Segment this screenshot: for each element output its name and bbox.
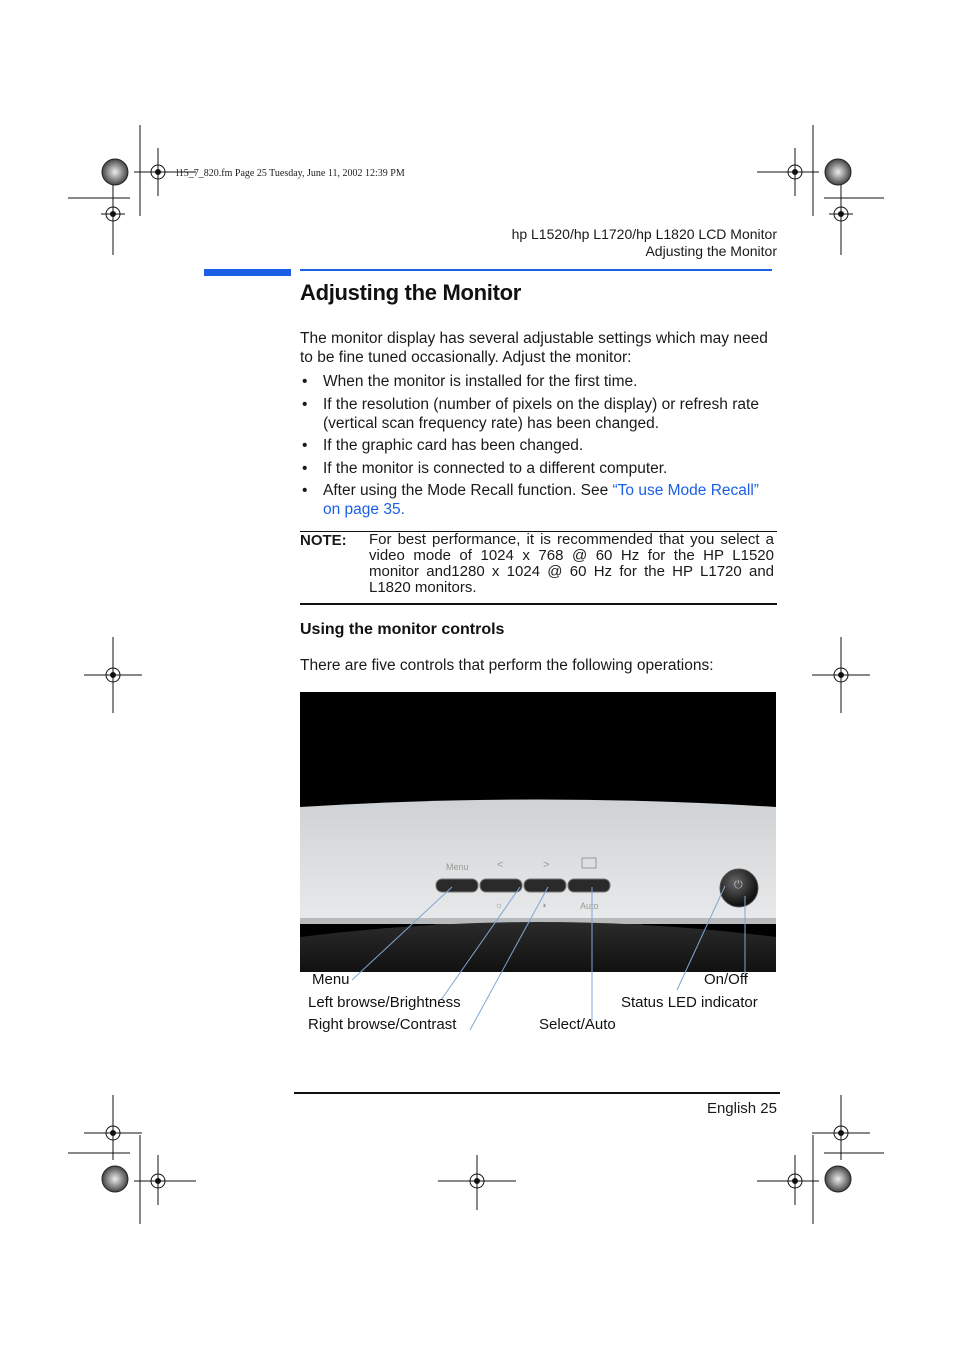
note-bottom-rule	[300, 603, 777, 605]
bezel-label-menu: Menu	[446, 862, 469, 872]
callout-menu: Menu	[312, 971, 350, 988]
bezel-label-auto: Auto	[580, 901, 599, 911]
page-number: English 25	[706, 1100, 777, 1117]
list-item: • If the resolution (number of pixels on the display) or refresh rate (vertical scan frequency rate) has been changed.	[300, 395, 776, 433]
footer-rule	[294, 1092, 780, 1094]
callout-select-auto: Select/Auto	[539, 1016, 616, 1033]
mode-recall-link[interactable]: “To use Mode Recall” on page 35.	[323, 482, 759, 518]
list-item	[300, 481, 776, 519]
print-info: l15_7_820.fm Page 25 Tuesday, June 11, 2002 12:39 PM	[176, 168, 405, 179]
callout-status-led: Status LED indicator	[621, 994, 758, 1011]
subsection-title: Using the monitor controls	[300, 621, 505, 638]
monitor-controls-photo	[300, 692, 776, 972]
callout-right-browse: Right browse/Contrast	[308, 1016, 457, 1033]
running-header-title: hp L1520/hp L1720/hp L1820 LCD Monitor	[511, 226, 777, 242]
section-accent-line	[300, 269, 772, 271]
section-title: Adjusting the Monitor	[300, 280, 521, 305]
bullet-list	[300, 372, 776, 523]
list-item: • If the monitor is connected to a different computer.	[300, 459, 776, 478]
bezel-brightness-icon: ☼	[495, 900, 504, 910]
bezel-contrast-icon: ◑	[541, 900, 547, 910]
bezel-label-left: <	[497, 859, 504, 871]
note-text: For best performance, it is recommended that you select a video mode of 1024 x 768 @ 60 Hz for the HP L1520 monitor and1280 x 1024 @ 60 Hz for the HP L1720 and L1820 monitors.	[369, 531, 774, 596]
list-item: • If the graphic card has been changed.	[300, 436, 776, 455]
intro-paragraph: The monitor display has several adjustable settings which may need to be fine tuned occasionally. Adjust the monitor:	[300, 330, 768, 366]
bezel-label-right: >	[543, 859, 550, 871]
list-item: • When the monitor is installed for the first time.	[300, 372, 776, 391]
callout-on-off: On/Off	[704, 971, 748, 988]
section-accent-bar	[204, 269, 291, 276]
controls-intro: There are five controls that perform the following operations:	[300, 657, 714, 674]
list-item-text: After using the Mode Recall function. See	[323, 482, 613, 499]
note-label: NOTE:	[300, 532, 347, 549]
power-icon: ⏻	[734, 879, 743, 891]
callout-left-browse: Left browse/Brightness	[308, 994, 461, 1011]
running-header-section: Adjusting the Monitor	[645, 243, 777, 259]
